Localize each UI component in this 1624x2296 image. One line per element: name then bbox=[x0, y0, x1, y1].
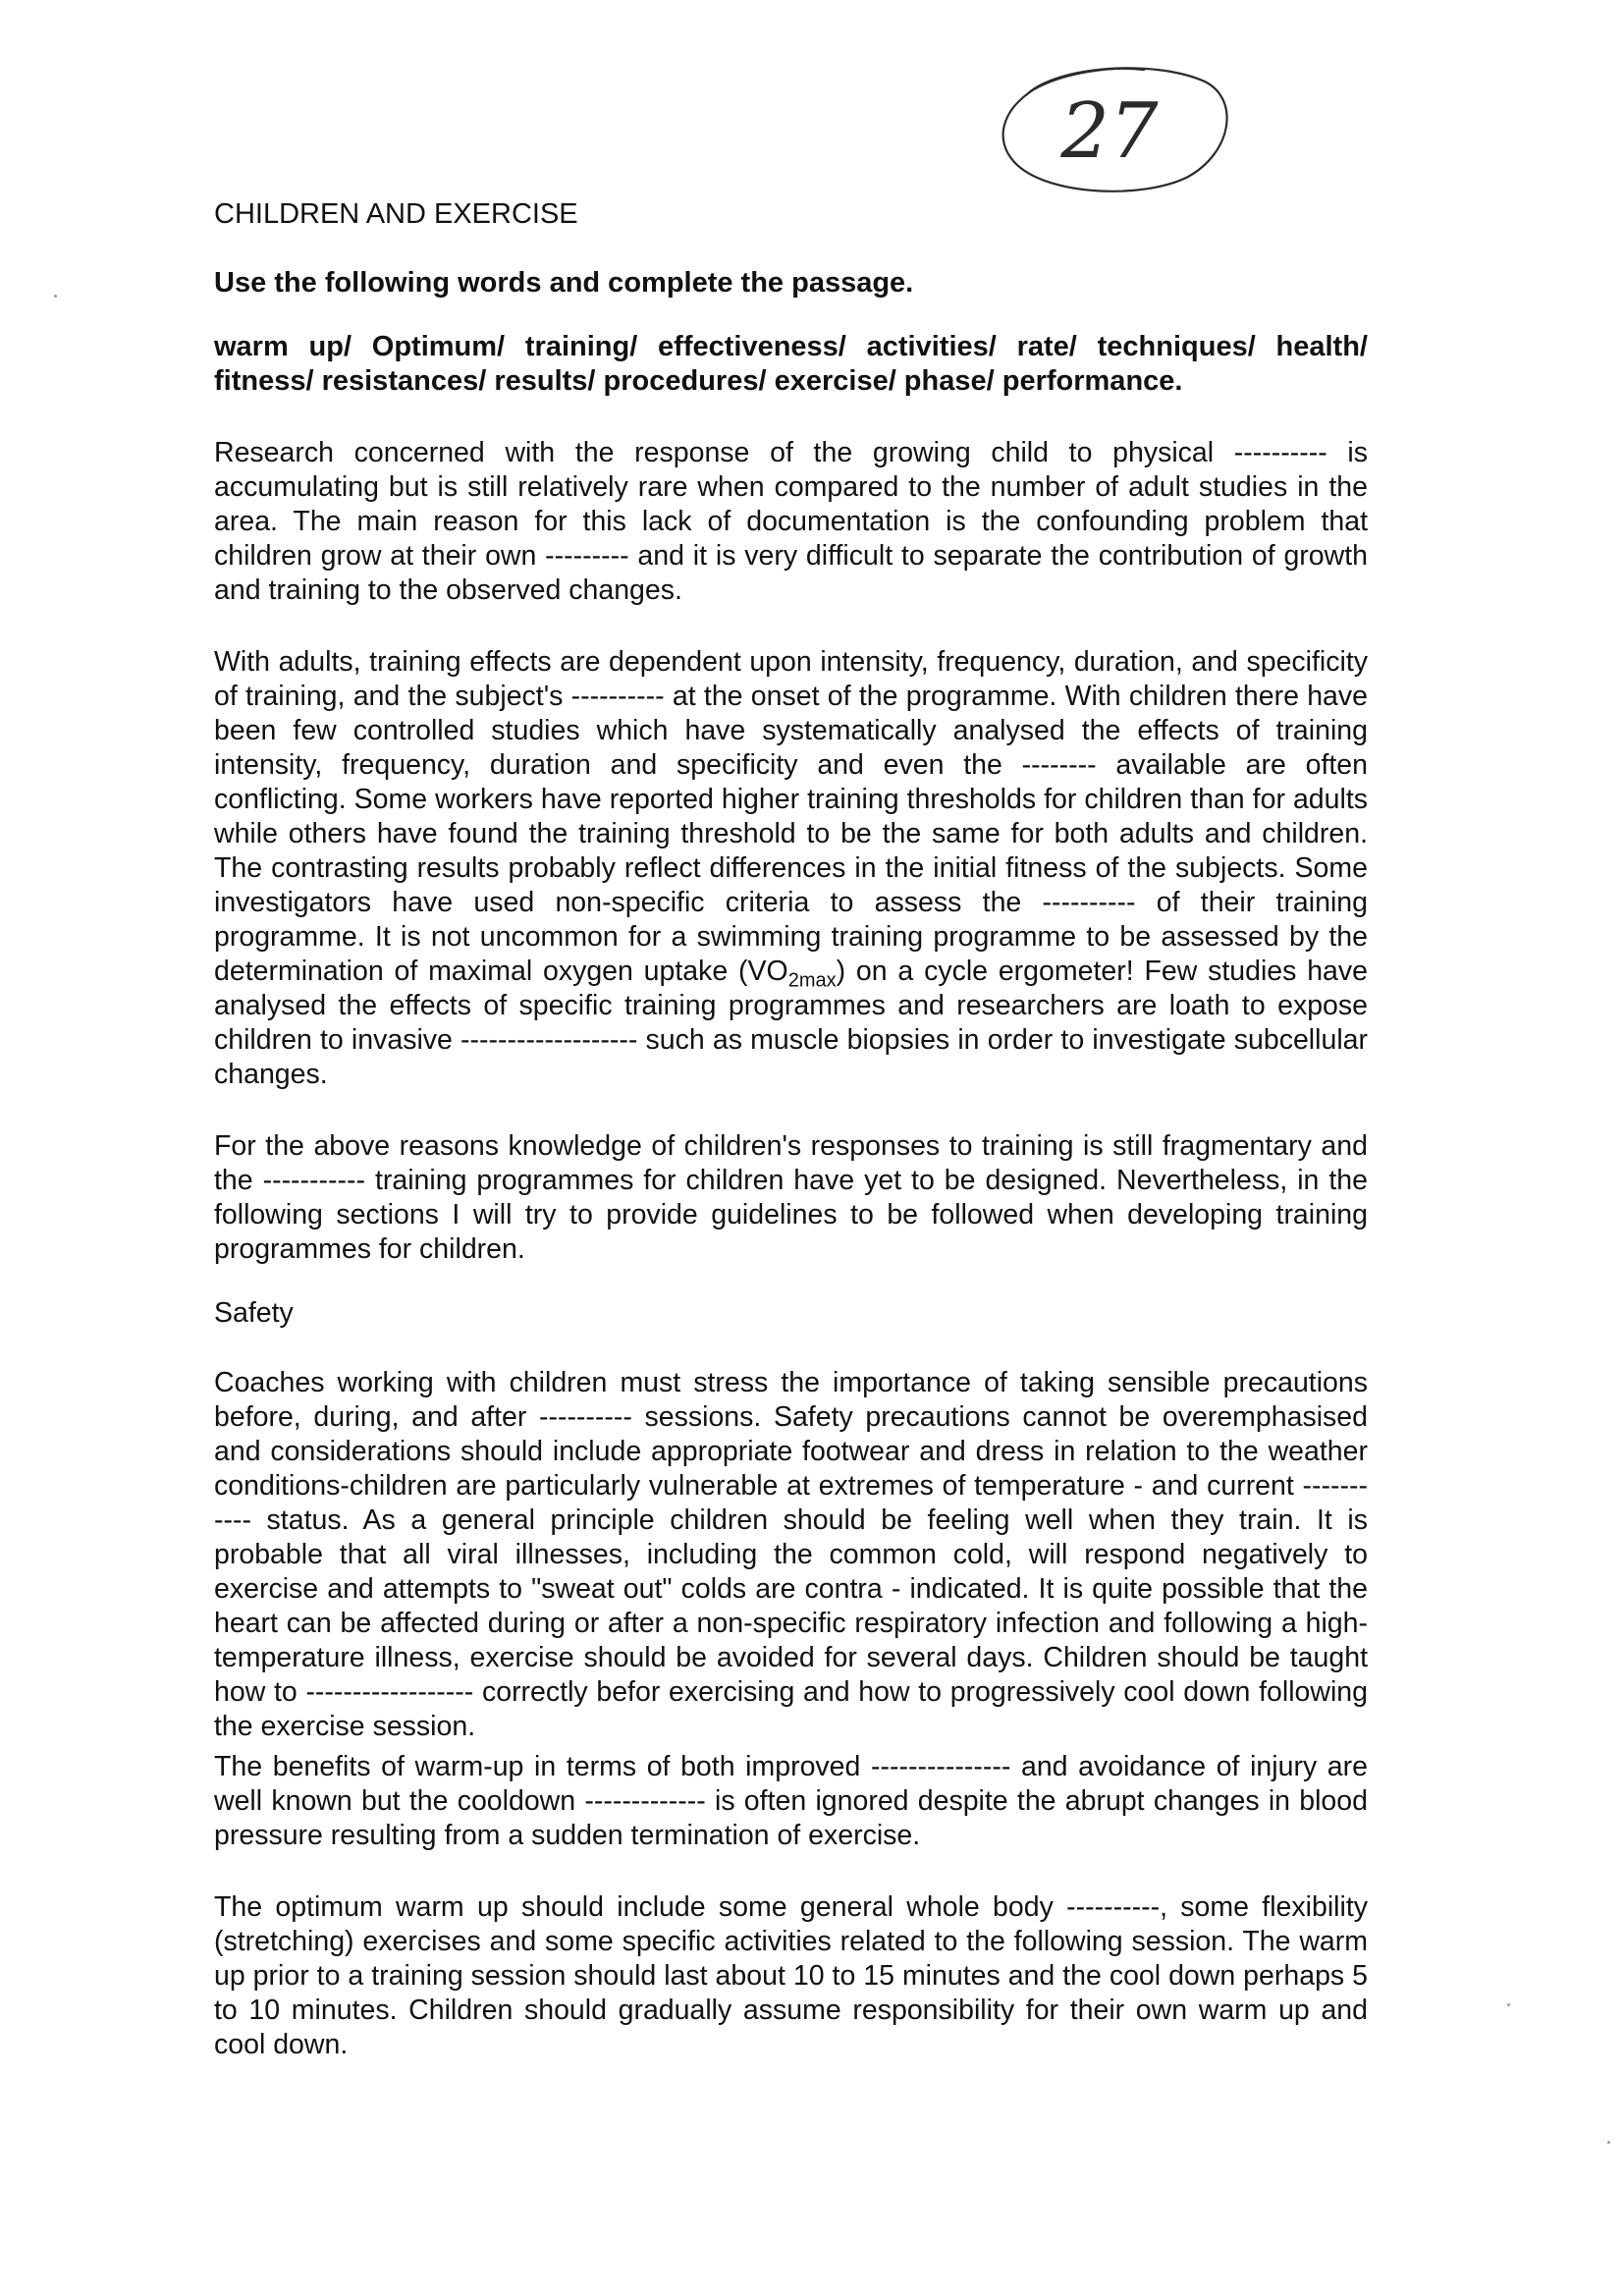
paragraph-4: Coaches working with children must stress the importance of taking sensible precautions before, during, and after ---------- sessions. Safety precautions cannot be overemphasised and considerations should include appropriate footwear and dress in relation to the weather conditions-children are particularly vulnerable at extremes of temperature - and current ----------- status. As a general principle children should be feeling well when they train. It is probable that all viral illnesses, including the common cold, will respond negatively to exercise and attempts to "sweat out" colds are contra - indicated. It is quite possible that the heart can be affected during or after a non-specific respiratory infection and following a high-temperature illness, exercise should be avoided for several days. Children should be taught how to ------------------ correctly befor exercising and how to progressively cool down following the exercise session. bbox=[214, 1367, 1368, 1742]
scan-speck bbox=[1507, 2003, 1510, 2006]
handwritten-circle-icon bbox=[987, 54, 1232, 201]
paragraph-1: Research concerned with the response of the growing child to physical ---------- is accumulating but is still relatively rare when compared to the number of adult studies in the area. The main reason for this lack of documentation is the confounding problem that children grow at their own --------- and it is very difficult to separate the contribution of growth and training to the observed changes. bbox=[214, 437, 1368, 606]
scan-speck bbox=[54, 295, 57, 298]
page-title: CHILDREN AND EXERCISE bbox=[214, 198, 578, 230]
paragraph-5: The benefits of warm-up in terms of both improved --------------- and avoidance of injury are well known but the cooldown ------------- is often ignored despite the abrupt changes in blood pressure resulting from a sudden termination of exercise. bbox=[214, 1751, 1368, 1851]
word-bank: warm up/ Optimum/ training/ effectiveness/ activities/ rate/ techniques/ health/ fitness/ resistances/ results/ procedures/ exercise/ phase/ performance. bbox=[214, 331, 1368, 397]
page-number-stamp bbox=[987, 54, 1232, 201]
instruction-text: Use the following words and complete the passage. bbox=[214, 267, 914, 299]
scan-speck bbox=[1607, 2141, 1610, 2144]
vo2max-subscript: 2max bbox=[787, 969, 837, 992]
section-heading-safety: Safety bbox=[214, 1297, 294, 1329]
paragraph-2 bbox=[214, 645, 1368, 1092]
paragraph-6: The optimum warm up should include some general whole body ----------, some flexibility (stretching) exercises and some specific activities related to the following session. The warm up prior to a training session should last about 10 to 15 minutes and the cool down perhaps 5 to 10 minutes. Children should gradually assume responsibility for their own warm up and cool down. bbox=[214, 1891, 1368, 2060]
page-number-text: 27 bbox=[1060, 87, 1159, 176]
paragraph-3: For the above reasons knowledge of children's responses to training is still fragmentary and the ----------- training programmes for children have yet to be designed. Nevertheless, in the following sections I will try to provide guidelines to be followed when developing training programmes for children. bbox=[214, 1130, 1368, 1265]
paragraph-2-text-a: With adults, training effects are dependent upon intensity, frequency, duration, and specificity of training, and the subject's ---------- at the onset of the programme. With children there have been few controlled studies which have systematically analysed the effects of training intensity, frequency, duration and specificity and even the -------- available are often conflicting. Some workers have reported higher training thresholds for children than for adults while others have found the training threshold to be the same for both adults and children. The contrasting results probably reflect differences in the initial fitness of the subjects. Some investigators have used non-specific criteria to assess the ---------- of their training programme. It is not uncommon for a swimming training programme to be assessed by the determination of maximal oxygen uptake (VO bbox=[214, 646, 1368, 987]
worksheet-content bbox=[214, 194, 1368, 2062]
paragraph-2-text-b: ) on a cycle ergometer! Few studies have analysed the effects of specific training programmes and researchers are loath to expose children to invasive ------------------- such as muscle biopsies in order to investigate subcellular changes. bbox=[214, 956, 1368, 1090]
